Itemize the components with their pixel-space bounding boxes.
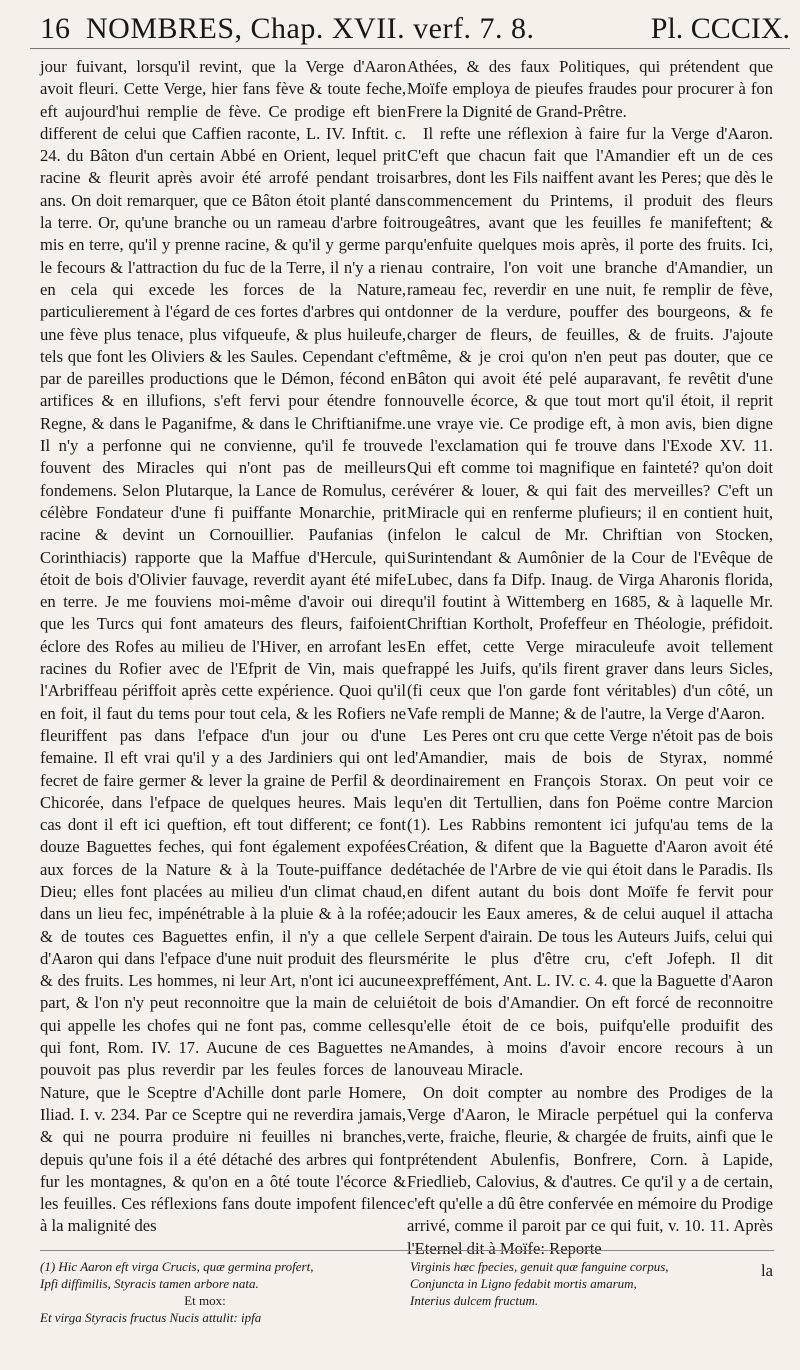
catchword: la	[761, 1261, 773, 1281]
paragraph: Les Peres ont cru que cette Verge n'étoit pas de bois d'Amandier, mais de bois de Styrax, nommé ordinairement en François Storax. On peut voir ce qu'en dit Tertullien, dans fon Poëme contre Marcion (1). Les Rabbins remontent ici jufqu'au tems de la Création, & difent que la Baguette d'Aaron avoit été détachée de l'Arbre de vie qui étoit dans le Paradis. Ils en difent autant du bois dont Moïfe fe fervit pour adoucir les Eaux ameres, & de celui auquel il attacha le Serpent d'airain. De tous les Auteurs Juifs, celui qui mérite le plus d'être cru, c'eft Jofeph. Il dit expreffément, Ant. L. IV. c. 4. que la Baguette d'Aaron étoit de bois d'Amandier. On eft forcé de reconnoitre qu'elle étoit de ce bois, puifqu'elle produifit des Amandes, à moins d'avoir encore recours à un nouveau Miracle.	[407, 725, 773, 1080]
footnote-line: (1) Hic Aaron eft virga Crucis, quæ germina profert,	[40, 1259, 314, 1274]
footnote-line: Interius dulcem fructum.	[410, 1293, 539, 1308]
right-column	[407, 56, 773, 1282]
paragraph: On doit compter au nombre des Prodiges de la Verge d'Aaron, le Miracle perpétuel qui la conferva verte, fraiche, fleurie, & chargée de fruits, ainfi que le prétendent Abulenfis, Bonfrere, Corn. à Lapide, Friedlieb, Calovius, & d'autres. Ce qu'il y a de certain, c'eft qu'elle a dû être confervée en mémoire du Prodige arrivé, comme il paroit par ce qui fuit, v. 10. 11. Après l'Eternel dit à Moïfe: Reporte	[407, 1082, 773, 1258]
footnote-line: Et mox:	[184, 1293, 226, 1308]
paragraph: Il refte une réflexion à faire fur la Verge d'Aaron. C'eft que chacun fait que l'Amandier eft un de ces arbres, dont les Fils naiffent avant les Peres; que dès le commencement du Printems, il produit des fleurs rougeâtres, avant que les feuilles fe manifeftent; & qu'enfuite quelques mois après, il porte des fruits. Ici, au contraire, l'on voit une branche d'Amandier, un rameau fec, reverdir en une nuit, fe remplir de fève, donner de la verdure, pouffer des bourgeons, & fe charger de fleurs, de feuilles, & de fruits. J'ajoute même, & je croi qu'on n'en peut pas douter, que ce Bâton qui avoit été pelé auparavant, fe revêtit d'une nouvelle écorce, & que tout mort qu'il étoit, il reprit une vraye vie. Ce prodige eft, à mon avis, bien digne de l'exclamation qui fe trouve dans l'Exode XV. 11. Qui eft comme toi magnifique en fainteté? qu'on doit révérer & louer, & qui fait des merveilles? C'eft un Miracle qui en renferme plufieurs; il en contient huit, felon le calcul de Mr. Chriftian von Stocken, Surintendant & Aumônier de la Cour de l'Evêque de Lubec, dans fa Difp. Inaug. de Virga Aharonis florida, qu'il foutint à Wittemberg en 1685, & à laquelle Mr. Chriftian Kortholt, Profeffeur en Théologie, préfidoit. En effet, cette Verge miraculeufe avoit tellement frappé les Juifs, qu'ils firent graver dans leurs Sicles, (fi ceux que l'on garde font véritables) d'un côté, un Vafe rempli de Manne; & de l'autre, la Verge d'Aaron.	[407, 123, 773, 723]
plate-number: Pl. CCCIX.	[650, 12, 790, 45]
page-number: 16	[40, 12, 70, 45]
paragraph: jour fuivant, lorsqu'il revint, que la Verge d'Aaron avoit fleuri. Cette Verge, hier fans fève & toute feche, eft aujourd'hui remplie de fève. Ce prodige eft bien different de celui que Caffien raconte, L. IV. Inftit. c. 24. du Bâton d'un certain Abbé en Orient, lequel prit racine & fleurit après avoir été arrofé pendant trois ans. On doit remarquer, que ce Bâton étoit planté dans la terre. Or, qu'une branche ou un rameau d'arbre foit mis en terre, qu'il y prenne racine, & qu'il y germe par le fecours & l'attraction du fuc de la Terre, il n'y a rien en cela qui excede les forces de la Nature, particulierement à l'égard de ces fortes d'arbres qui ont une fève plus tenace, plus vifqueufe, & plus huileufe, tels que font les Oliviers & les Saules. Cependant c'eft par de pareilles productions que le Démon, fécond en artifices & en illufions, s'eft fervi pour étendre fon Regne, & dans le Paganifme, & dans le Chriftianifme. Il n'y a perfonne qui ne convienne, qu'il fe trouve fouvent des Miracles qui n'ont pas de meilleurs fondemens. Selon Plutarque, la Lance de Romulus, ce célèbre Fondateur d'une fi puiffante Monarchie, prit racine & devint un Cornouillier. Paufanias (in Corinthiacis) rapporte que la Maffue d'Hercule, qui étoit de bois d'Olivier fauvage, reverdit ayant été mife en terre. Je me fouviens moi-même d'avoir oui dire que les Turcs qui font amateurs des fleurs, faifoient éclore des Rofes au milieu de l'Hiver, en arrofant les racines du Rofier avec de l'Efprit de Vin, mais que l'Arbriffeau périffoit après cette expérience. Quoi qu'il en foit, il faut du tems pour tout cela, & les Rofiers ne fleuriffent pas dans l'efpace d'un jour ou d'une femaine. Il eft vrai qu'il y a des Jardiniers qui ont le fecret de faire germer & lever la graine de Perfil & de Chicorée, dans l'efpace de quelques heures. Mais le cas dont il eft ici queftion, eft tout different; ce font douze Baguettes feches, qui font également expofées aux forces de la Nature & à la Toute-puiffance de Dieu; elles font placées au milieu d'un climat chaud, dans un lieu fec, impénétrable à la pluie & à la rofée; & de toutes ces Baguettes enfin, il n'y a que celle d'Aaron qui dans l'efpace d'une nuit produit des fleurs & des fruits. Les hommes, ni leur Art, n'ont ici aucune part, & l'on n'y peut reconnoitre que la main de celui qui appelle les chofes qui ne font pas, comme celles qui font, Rom. IV. 17. Aucune de ces Baguettes ne pouvoit pas plus reverdir par les feules forces de la Nature, que le Sceptre d'Achille dont parle Homere, Iliad. I. v. 234. Par ce Sceptre qui ne reverdira jamais, & qui ne pourra produire ni feuilles ni branches, depuis qu'une fois il a été détaché des arbres qui font fur les montagnes, & qu'on en a ôté toute l'écorce & les feuilles. Ces réflexions fans doute impofent filence à la malignité des	[40, 57, 406, 1236]
footnote-left	[40, 1258, 370, 1326]
running-title: NOMBRES, Chap. XVII. verf. 7. 8.	[86, 12, 535, 45]
footnote-line: Ipfi diffimilis, Styracis tamen arbore nata.	[40, 1276, 259, 1291]
footnote-line: Virginis hæc fpecies, genuit quæ fanguine corpus,	[410, 1259, 669, 1274]
running-header	[30, 8, 790, 49]
paragraph: Athées, & des faux Politiques, qui prétendent que Moïfe employa de pieufes fraudes pour procurer à fon Frere la Dignité de Grand-Prêtre.	[407, 57, 773, 121]
footnote-right	[410, 1258, 740, 1309]
footnote-line: Conjuncta in Ligno fedabit mortis amarum,	[410, 1276, 637, 1291]
left-column	[40, 56, 406, 1238]
footnote-rule	[40, 1250, 774, 1251]
footnote-line: Et virga Styracis fructus Nucis attulit: ipfa	[40, 1310, 262, 1325]
